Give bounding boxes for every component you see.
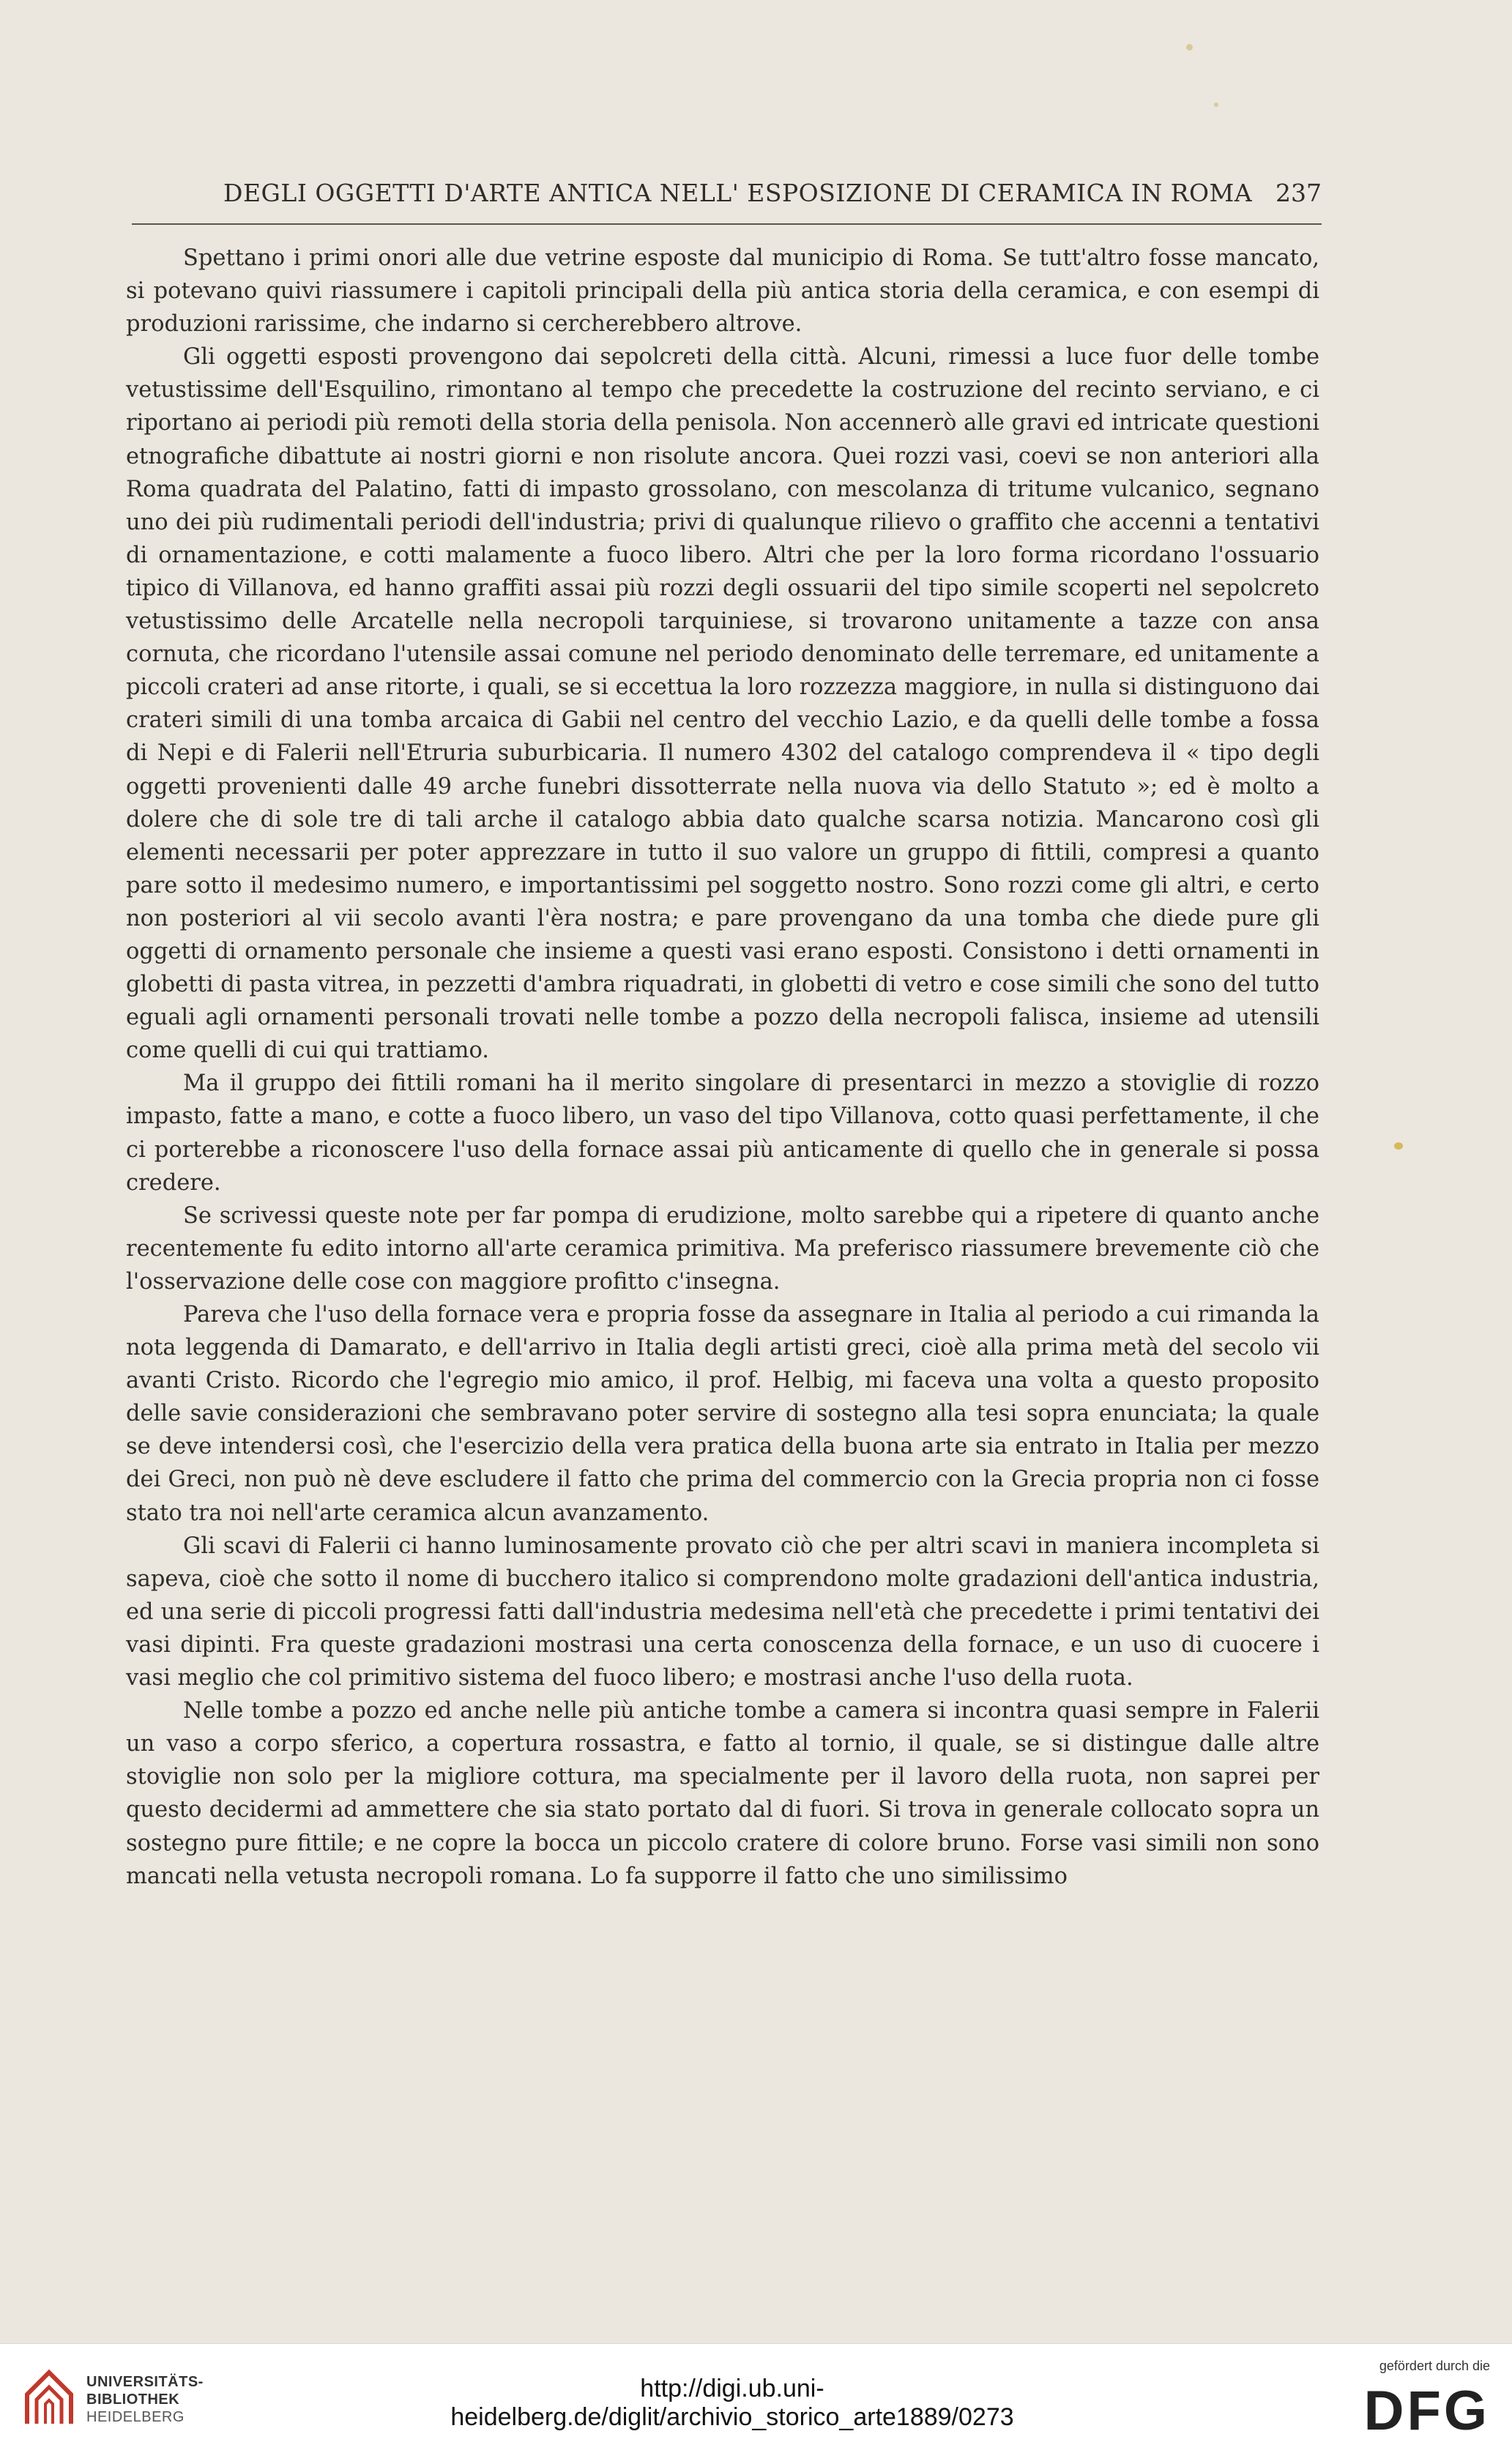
library-name-line: BIBLIOTHEK	[86, 2391, 180, 2408]
ub-heidelberg-logo-icon	[16, 2361, 82, 2435]
running-head	[132, 173, 1322, 217]
header-rule	[132, 223, 1322, 225]
paragraph: Nelle tombe a pozzo ed anche nelle più antiche tombe a camera si incontra quasi sempre in Falerii un vaso a corpo sferico, a copertura rossastra, e fatto al tornio, il quale, se si distingue dalle altre stoviglie non solo per la migliore cottura, ma specialmente per il lavoro della ruota, non saprei per questo decidermi ad ammettere che sia stato portato dal di fuori. Si trova in generale collocato sopra un sostegno pure fittile; e ne copre la bocca un piccolo cratere di colore bruno. Forse vasi simili non sono mancati nella vetusta necropoli romana. Lo fa supporre il fatto che uno similissimo	[126, 1698, 1319, 1889]
paper-speck	[1214, 103, 1218, 107]
library-name-line: UNIVERSITÄTS-	[86, 2374, 204, 2390]
running-title: DEGLI OGGETTI D'ARTE ANTICA NELL' ESPOSIZIONE DI CERAMICA IN ROMA	[223, 179, 1253, 207]
paper-speck	[1394, 1142, 1403, 1150]
viewer-footer	[0, 2343, 1512, 2453]
body-text	[126, 242, 1319, 1893]
library-name	[86, 2373, 204, 2426]
paragraph: Gli oggetti esposti provengono dai sepolcreti della città. Alcuni, rimessi a luce fuor delle tombe vetustissime dell'Esquilino, rimontano al tempo che precedette la costruzione del recinto serviano, e ci riportano ai periodi più remoti della storia della penisola. Non accennerò alle gravi ed intricate questioni etnografiche dibattute ai nostri giorni e non risolute ancora. Quei rozzi vasi, coevi se non anteriori alla Roma quadrata del Palatino, fatti di impasto grossolano, con mescolanza di tritume vulcanico, segnano uno dei più rudimentali periodi dell'industria; privi di qualunque rilievo o graffito che accenni a tentativi di ornamentazione, e cotti malamente a fuoco libero. Altri che per la loro forma ricordano l'ossuario tipico di Villanova, ed hanno graffiti assai più rozzi degli ossuarii del tipo simile scoperti nel sepolcreto vetustissimo delle Arcatelle nella necropoli tarquiniese, si trovarono unitamente a tazze con ansa cornuta, che ricordano l'utensile assai comune nel periodo denominato delle terremare, ed unitamente a piccoli crateri ad anse ritorte, i quali, se si eccettua la loro rozzezza maggiore, in nulla si distinguono dai crateri simili di una tomba arcaica di Gabii nel centro del vecchio Lazio, e da quelli delle tombe a fossa di Nepi e di Falerii nell'Etruria suburbicaria. Il numero 4302 del catalogo comprendeva il « tipo degli oggetti provenienti dalle 49 arche funebri dissotterrate nella nuova via dello Statuto »; ed è molto a dolere che di sole tre di tali arche il catalogo abbia dato qualche scarsa notizia. Mancarono così gli elementi necessarii per poter apprezzare in tutto il suo valore un gruppo di fittili, compresi a quanto pare sotto il medesimo numero, e importantissimi pel soggetto nostro. Sono rozzi come gli altri, e certo non posteriori al vii secolo avanti l'èra nostra; e pare provengano da una tomba che diede pure gli oggetti di ornamento personale che insieme a questi vasi erano esposti. Consistono i detti ornamenti in globetti di pasta vitrea, in pezzetti d'ambra riquadrati, in globetti di vetro e cose simili che sono del tutto eguali agli ornamenti personali trovati nelle tombe a pozzo della necropoli falisca, insieme ad utensili come quelli di cui qui trattiamo.	[126, 344, 1319, 1064]
paragraph: Se scrivessi queste note per far pompa di erudizione, molto sarebbe qui a ripetere di quanto anche recentemente fu edito intorno all'arte ceramica primitiva. Ma preferisco riassumere brevemente ciò che l'osservazione delle cose con maggiore profitto c'insegna.	[126, 1202, 1319, 1295]
paragraph: Spettano i primi onori alle due vetrine esposte dal municipio di Roma. Se tutt'altro fosse mancato, si potevano quivi riassumere i capitoli principali della più antica storia della ceramica, e con esempi di produzioni rarissime, che indarno si cercherebbero altrove.	[126, 245, 1319, 338]
funding-caption: gefördert durch die	[1379, 2359, 1490, 2373]
page-number: 237	[1275, 179, 1322, 207]
paragraph: Ma il gruppo dei fittili romani ha il merito singolare di presentarci in mezzo a stoviglie di rozzo impasto, fatte a mano, e cotte a fuoco libero, un vaso del tipo Villanova, cotto quasi perfettamente, il che ci porterebbe a riconoscere l'uso della fornace assai più anticamente di quello che in generale si possa credere.	[126, 1071, 1319, 1196]
paragraph: Gli scavi di Falerii ci hanno luminosamente provato ciò che per altri scavi in maniera incompleta si sapeva, cioè che sotto il nome di bucchero italico si comprendono molte gradazioni dell'antica industria, ed una serie di piccoli progressi fatti dall'industria medesima nell'età che precedette i primi tentativi dei vasi dipinti. Fra queste gradazioni mostrasi una certa conoscenza della fornace, e un uso di cuocere i vasi meglio che col primitivo sistema del fuoco libero; e mostrasi anche l'uso della ruota.	[126, 1533, 1319, 1691]
paragraph: Pareva che l'uso della fornace vera e propria fosse da assegnare in Italia al periodo a cui rimanda la nota leggenda di Damarato, e dell'arrivo in Italia degli artisti greci, cioè alla prima metà del secolo vii avanti Cristo. Ricordo che l'egregio mio amico, il prof. Helbig, mi faceva una volta a questo proposito delle savie considerazioni che sembravano poter servire di sostegno alla tesi sopra enunciata; la quale se deve intendersi così, che l'esercizio della vera pratica della buona arte sia entrato in Italia per mezzo dei Greci, non può nè deve escludere il fatto che prima del commercio con la Grecia propria non ci fosse stato tra noi nell'arte ceramica alcun avanzamento.	[126, 1302, 1319, 1526]
paper-speck	[1186, 44, 1193, 51]
permalink-url[interactable]: http://digi.ub.uni-heidelberg.de/diglit/archivio_storico_arte1889/0273	[450, 2375, 1014, 2431]
library-name-line: HEIDELBERG	[86, 2409, 185, 2425]
dfg-logo: DFG	[1363, 2380, 1490, 2442]
